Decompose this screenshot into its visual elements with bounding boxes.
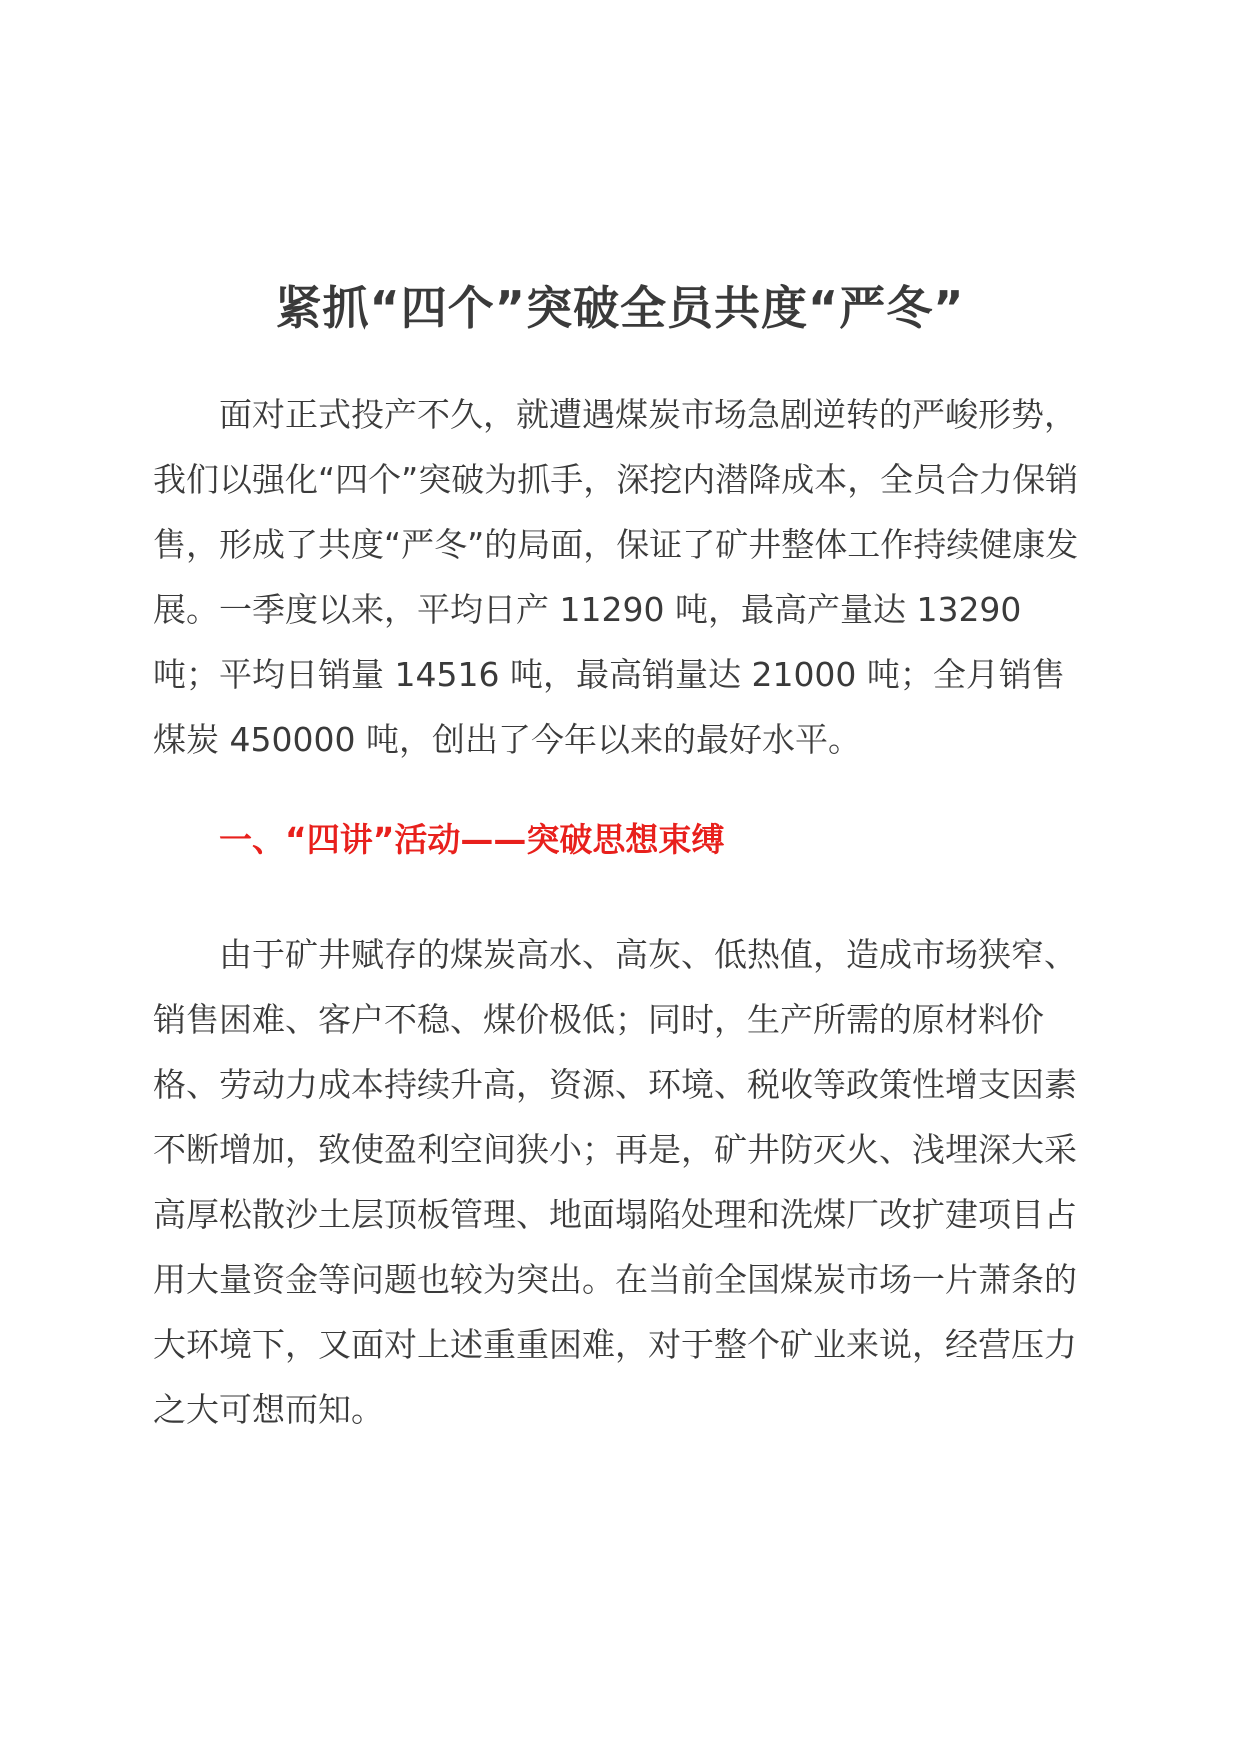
document-title: 紧抓“四个”突破全员共度“严冬” [275,281,965,335]
section-1-paragraph: 由于矿井赋存的煤炭高水、高灰、低热值，造成市场狭窄、销售困难、客户不稳、煤价极低；同时，生产所需的原材料价格、劳动力成本持续升高，资源、环境、税收等政策性增支因素不断增加，致使盈利空间狭小；再是，矿井防灭火、浅埋深大采高厚松散沙土层顶板管理、地面塌陷处理和洗煤厂改扩建项目占用大量资金等问题也较为突出。在当前全国煤炭市场一片萧条的大环境下，又面对上述重重困难，对于整个矿业来说，经营压力之大可想而知。 [153,935,1077,1429]
section-heading-1: 一、“四讲”活动——突破思想束缚 [219,820,725,859]
intro-paragraph: 面对正式投产不久，就遭遇煤炭市场急剧逆转的严峻形势，我们以强化“四个”突破为抓手，深挖内潜降成本，全员合力保销售，形成了共度“严冬”的局面，保证了矿井整体工作持续健康发展。一季度以来，平均日产 11290 吨，最高产量达 13290 吨；平均日销量 14516 吨，最高销量达 21000 吨；全月销售煤炭 450000 吨，创出了今年以来的最好水平。 [153,395,1079,759]
